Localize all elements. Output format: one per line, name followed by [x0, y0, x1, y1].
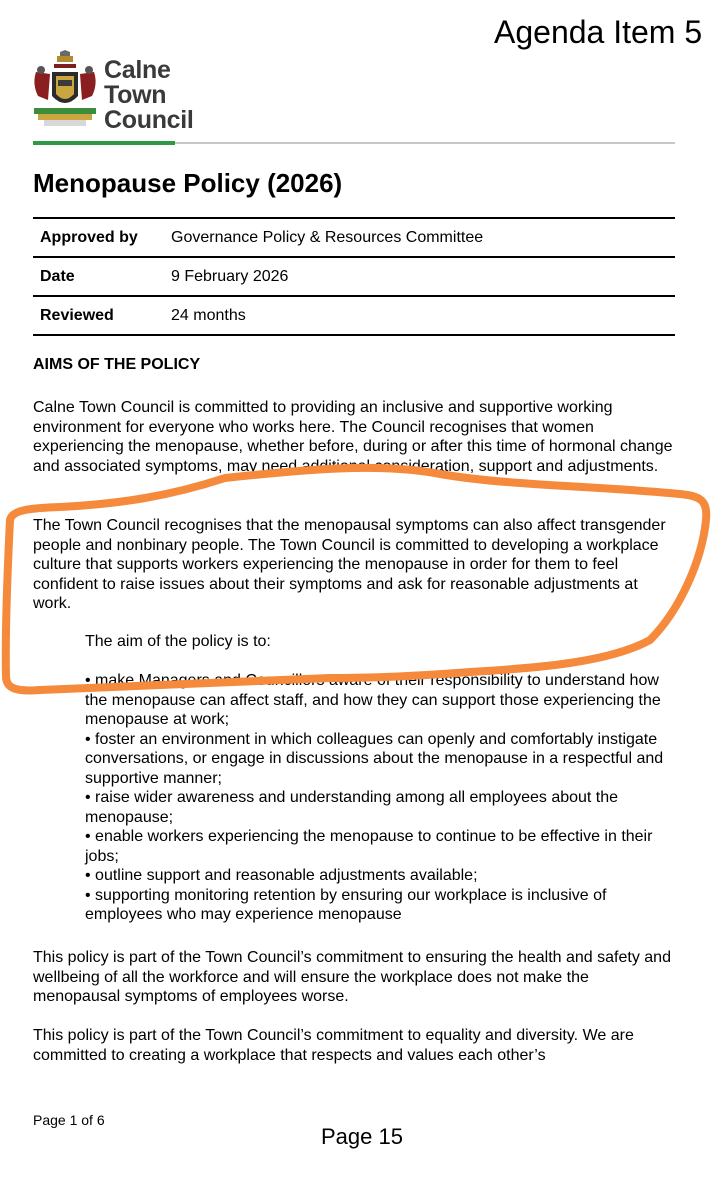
page-number: Page 15 [321, 1124, 403, 1149]
page-count: Page 1 of 6 [33, 1112, 105, 1128]
meta-value: 9 February 2026 [164, 257, 675, 296]
policy-meta-table [33, 217, 675, 336]
meta-row-date [33, 257, 675, 296]
coat-of-arms-icon [30, 50, 100, 130]
header-grey-rule [175, 142, 675, 144]
meta-key: Reviewed [33, 296, 164, 335]
meta-key: Approved by [33, 218, 164, 257]
paragraph-transgender: The Town Council recognises that the menopausal symptoms can also affect transgender people and nonbinary people. The Town Council is committed to developing a workplace culture that supports workers experiencing the menopause in order for them to feel confident to raise issues about their symptoms and ask for reasonable adjustments at work. [33, 517, 666, 612]
list-item: • outline support and reasonable adjustments available; [85, 867, 478, 884]
list-item: • make Managers and Councillors aware of their responsibility to understand how the menopause can affect staff, and how they can support those experiencing the menopause at work; [85, 672, 661, 728]
logo-line-town: Town [104, 81, 167, 109]
council-logo-text [104, 58, 194, 133]
meta-row-approved [33, 218, 675, 257]
meta-key: Date [33, 257, 164, 296]
list-item: • foster an environment in which colleagues can openly and comfortably instigate conversations, or engage in discussions about the menopause in a respectful and supportive manner; [85, 730, 664, 787]
header-green-rule [33, 141, 175, 145]
section-heading: AIMS OF THE POLICY [33, 356, 201, 373]
meta-value: 24 months [164, 296, 675, 335]
list-item: • raise wider awareness and understanding among all employees about the menopause; [85, 789, 619, 826]
paragraph-health-safety: This policy is part of the Town Council’s commitment to ensuring the health and safety and wellbeing of all the workforce and will ensure the workplace does not make the menopausal symptoms of employees worse. [33, 949, 671, 1005]
list-item: • enable workers experiencing the menopause to continue to be effective in their jobs; [85, 828, 653, 865]
list-item: • supporting monitoring retention by ensuring our workplace is inclusive of employees who may experience menopause [85, 886, 607, 923]
aim-intro: The aim of the policy is to: [85, 633, 271, 650]
meta-value: Governance Policy & Resources Committee [164, 218, 675, 257]
document-title: Menopause Policy (2026) [33, 168, 343, 198]
meta-row-reviewed [33, 296, 675, 335]
aims-list [85, 671, 685, 925]
agenda-item-label: Agenda Item 5 [494, 14, 703, 50]
paragraph-equality: This policy is part of the Town Council’s commitment to equality and diversity. We are committed to creating a workplace that respects and values each other’s [33, 1027, 634, 1064]
logo-line-calne: Calne [104, 56, 171, 84]
paragraph-intro: Calne Town Council is committed to providing an inclusive and supportive working environment for everyone who works here. The Council recognises that women experiencing the menopause, whether before, during or after this time of hormonal change and associated symptoms, may need additional consideration, support and adjustments. [33, 399, 673, 475]
logo-line-council: Council [104, 106, 194, 134]
